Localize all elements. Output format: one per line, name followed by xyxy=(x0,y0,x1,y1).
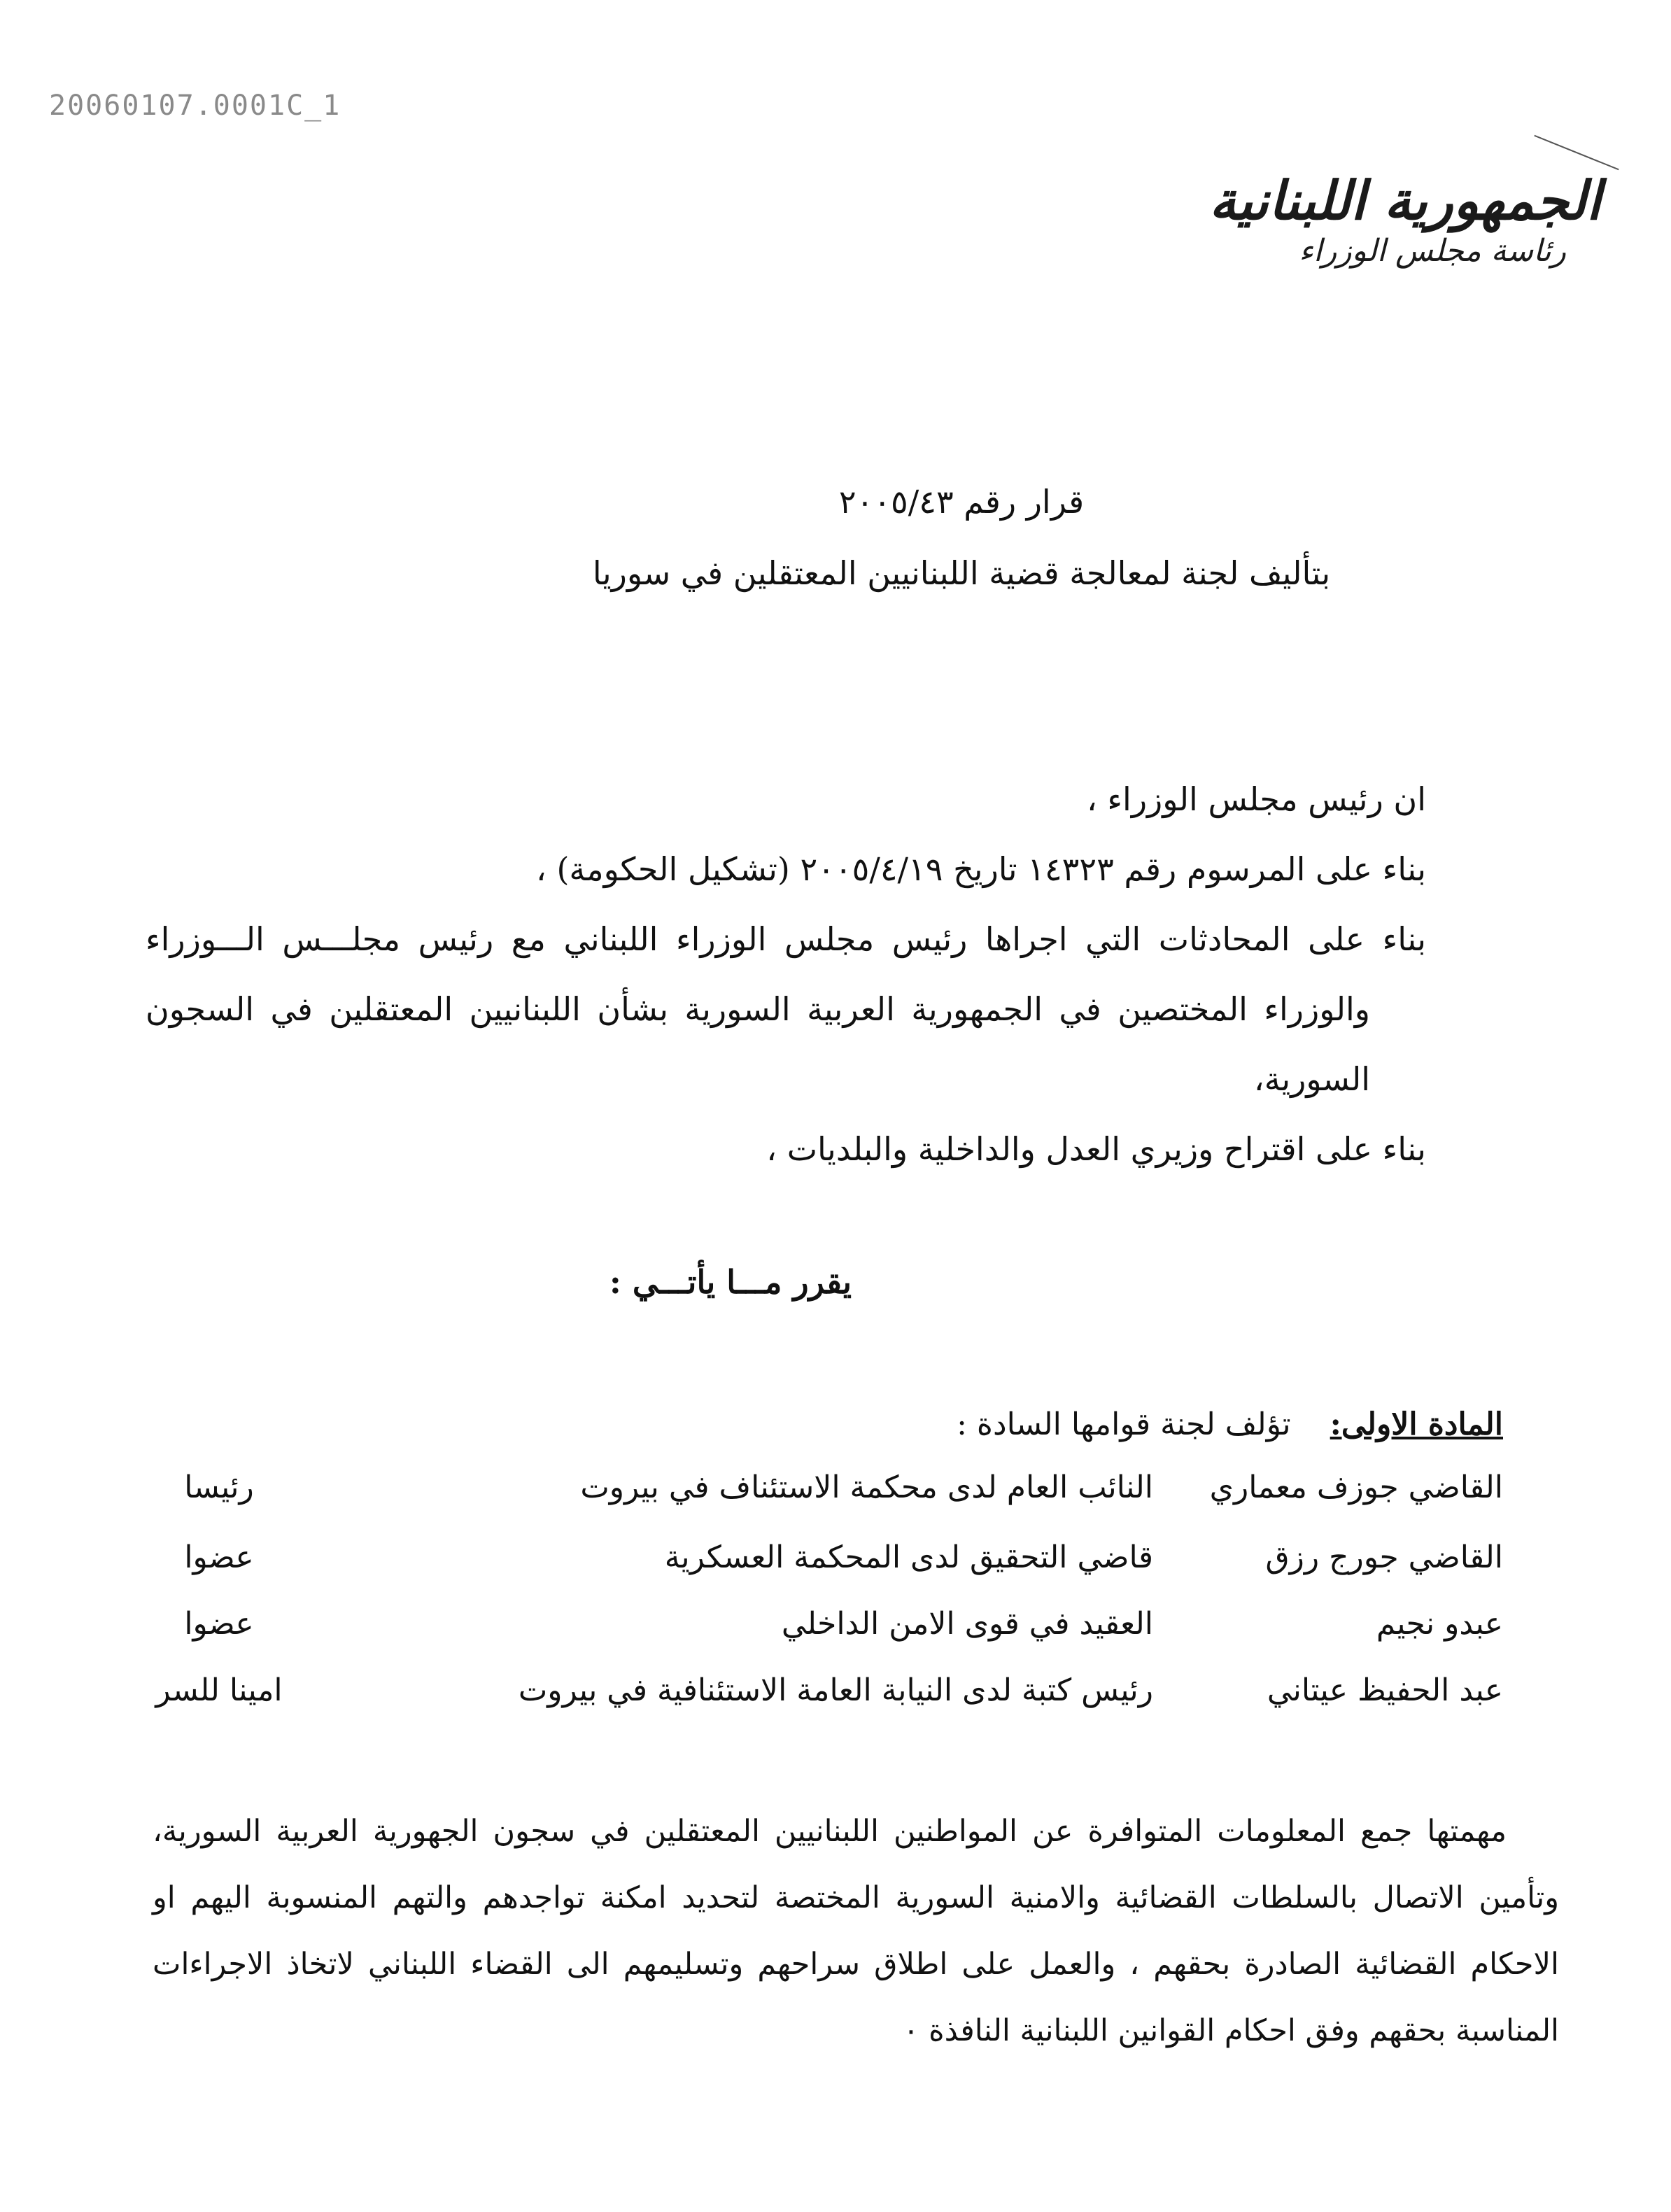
member-row xyxy=(146,1540,1503,1595)
member-name: عبد الحفيظ عيتاني xyxy=(1267,1672,1503,1708)
mission-line: وتأمين الاتصال بالسلطات القضائية والامنية السورية المختصة لتحديد امكنة تواجدهم والتهم المنسوبة اليهم او xyxy=(153,1880,1559,1915)
preamble-line: ان رئيس مجلس الوزراء ، xyxy=(1086,780,1426,818)
mission-line: المناسبة بحقهم وفق احكام القوانين اللبنانية النافذة ٠ xyxy=(903,2013,1559,2048)
preamble-line: بناء على المرسوم رقم ١٤٣٢٣ تاريخ ٢٠٠٥/٤/١٩ (تشكيل الحكومة) ، xyxy=(535,850,1426,888)
document-reference-number: 20060107.0001C_1 xyxy=(49,90,341,122)
member-name: القاضي جوزف معماري xyxy=(1209,1470,1503,1505)
article-one xyxy=(957,1407,1503,1442)
member-role: عضوا xyxy=(184,1606,254,1642)
member-position: النائب العام لدى محكمة الاستئناف في بيروت xyxy=(580,1470,1153,1505)
decides-heading: يقرر مـــا يأتـــي : xyxy=(609,1263,852,1301)
member-row xyxy=(146,1470,1503,1526)
preamble-line: بناء على المحادثات التي اجراها رئيس مجلس الوزراء اللبناني مع رئيس مجلـــس الـــوزراء xyxy=(146,920,1427,958)
member-row xyxy=(146,1606,1503,1662)
member-row xyxy=(146,1672,1503,1728)
letterhead-republic: الجمهورية اللبنانية xyxy=(1209,169,1601,232)
article-one-label: المادة الاولى: xyxy=(1330,1407,1503,1442)
member-role: عضوا xyxy=(184,1540,254,1575)
preamble-line: والوزراء المختصين في الجمهورية العربية السورية بشأن اللبنانيين المعتقلين في السجون xyxy=(146,990,1370,1028)
mission-line: الاحكام القضائية الصادرة بحقهم ، والعمل على اطلاق سراحهم وتسليمهم الى القضاء اللبناني لاتخاذ الاجراءات xyxy=(153,1947,1559,1982)
member-role: رئيسا xyxy=(184,1470,254,1505)
member-name: عبدو نجيم xyxy=(1376,1606,1503,1642)
member-position: قاضي التحقيق لدى المحكمة العسكرية xyxy=(664,1540,1153,1575)
preamble-line: بناء على اقتراح وزيري العدل والداخلية والبلديات ، xyxy=(766,1130,1426,1168)
member-position: رئيس كتبة لدى النيابة العامة الاستئنافية في بيروت xyxy=(518,1672,1153,1708)
decision-subject: بتأليف لجنة لمعالجة قضية اللبنانيين المعتقلين في سوريا xyxy=(592,554,1331,592)
member-name: القاضي جورج رزق xyxy=(1265,1540,1503,1575)
member-position: العقيد في قوى الامن الداخلي xyxy=(781,1606,1153,1642)
letterhead-flourish xyxy=(1534,135,1619,171)
letterhead xyxy=(1209,171,1601,269)
decision-number: قرار رقم ٢٠٠٥/٤٣ xyxy=(838,483,1085,521)
letterhead-presidency: رئاسة مجلس الوزراء xyxy=(1299,232,1566,269)
member-role: امينا للسر xyxy=(155,1672,283,1708)
article-one-text: تؤلف لجنة قوامها السادة : xyxy=(957,1407,1291,1442)
preamble-line: السورية، xyxy=(1253,1060,1370,1098)
mission-line: مهمتها جمع المعلومات المتوافرة عن المواطنين اللبنانيين المعتقلين في سجون الجهورية العربية السورية، xyxy=(153,1814,1507,1849)
